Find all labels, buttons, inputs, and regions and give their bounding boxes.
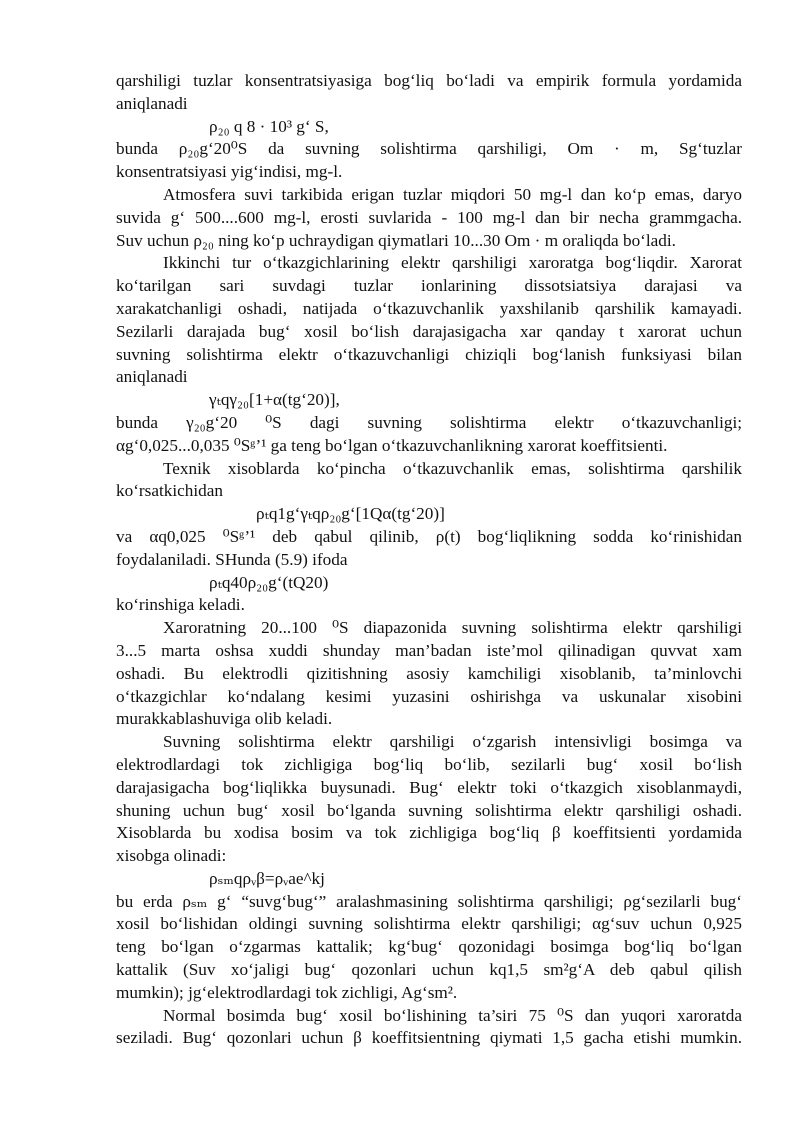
text-line: oshadi. Bu elektrodli qizitishning asosiy kamchiligi xisoblanib, ta’minlovchi: [116, 663, 742, 683]
text-line: bunda ρ₂₀g‘20⁰S da suvning solishtirma qarshiligi, Om · m, Sg‘tuzlar: [116, 139, 742, 159]
text-line: αg‘0,025...0,035 ⁰Sᵍ’¹ ga teng bo‘lgan o‘tkazuvchanlikning xarorat koeffitsienti.: [116, 435, 668, 455]
text-line: bu erda ρₛₘ g‘ “suvg‘bug‘” aralashmasining solishtirma qarshiligi; ρg‘sezilarli bug‘: [116, 891, 742, 911]
text-line: mumkin); jg‘elektrodlardagi tok zichligi, Ag‘sm².: [116, 982, 458, 1002]
text-line: darajasigacha bog‘liqlikka buysunadi. Bug‘ elektr toki o‘tkazgich xisoblanmaydi,: [116, 777, 742, 797]
text-line: Ikkinchi tur o‘tkazgichlarining elektr qarshiligi xaroratga bog‘liqdir. Xarorat: [163, 253, 742, 273]
text-line: Sezilarli darajada bug‘ xosil bo‘lish darajasigacha xar qanday t xarorat uchun: [116, 321, 742, 341]
text-line: konsentratsiyasi yig‘indisi, mg-l.: [116, 162, 343, 182]
text-line: γₜqγ₂₀[1+α(tg‘20)],: [209, 390, 340, 410]
text-line: Normal bosimda bug‘ xosil bo‘lishining ta’siri 75 ⁰S dan yuqori xaroratda: [163, 1005, 742, 1025]
text-line: Atmosfera suvi tarkibida erigan tuzlar miqdori 50 mg-l dan ko‘p emas, daryo: [163, 184, 742, 204]
text-line: kattalik (Suv xo‘jaligi bug‘ qozonlari uchun kq1,5 sm²g‘A deb qabul qilish: [116, 960, 742, 980]
text-line: va αq0,025 ⁰Sᵍ’¹ deb qabul qilinib, ρ(t) bog‘liqlikning sodda ko‘rinishidan: [116, 526, 742, 546]
text-line: murakkablashuviga olib keladi.: [116, 709, 333, 729]
text-line: Xisoblarda bu xodisa bosim va tok zichligiga bog‘liq β koeffitsienti yordamida: [116, 823, 742, 843]
text-line: xarakatchanligi oshadi, natijada o‘tkazuvchanlik yaxshilanib qarshilik kamayadi.: [116, 298, 742, 318]
text-line: aniqlanadi: [116, 93, 188, 113]
text-line: Texnik xisoblarda ko‘pincha o‘tkazuvchanlik emas, solishtirma qarshilik: [163, 458, 742, 478]
text-line: ko‘rinshiga keladi.: [116, 595, 245, 615]
text-line: seziladi. Bug‘ qozonlari uchun β koeffitsientning qiymati 1,5 gacha etishi mumkin.: [116, 1028, 742, 1048]
text-line: shuning uchun bug‘ xosil bo‘lganda suvning solishtirma elektr qarshiligi oshadi.: [116, 800, 742, 820]
text-line: ρₜq40ρ₂₀g‘(tQ20): [209, 572, 329, 592]
text-line: aniqlanadi: [116, 367, 188, 387]
text-line: xosil bo‘lishidan oldingi suvning solishtirma elektr qarshiligi; αg‘suv uchun 0,925: [116, 914, 742, 934]
text-line: Xaroratning 20...100 ⁰S diapazonida suvning solishtirma elektr qarshiligi: [163, 618, 742, 638]
text-line: bunda γ₂₀g‘20 ⁰S dagi suvning solishtirma elektr o‘tkazuvchanligi;: [116, 412, 742, 432]
text-line: Suv uchun ρ₂₀ ning ko‘p uchraydigan qiymatlari 10...30 Om · m oraliqda bo‘ladi.: [116, 230, 676, 250]
text-line: qarshiligi tuzlar konsentratsiyasiga bog‘liq bo‘ladi va empirik formula yordamida: [116, 71, 742, 90]
text-line: foydalaniladi. SHunda (5.9) ifoda: [116, 549, 348, 569]
text-line: suvning solishtirma elektr o‘tkazuvchanligi chiziqli bog‘lanish funksiyasi bilan: [116, 344, 742, 364]
text-line: ko‘tarilgan sari suvdagi tuzlar ionlarining dissotsiatsiya darajasi va: [116, 276, 742, 296]
text-line: ρₜq1g‘γₜqρ₂₀g‘[1Qα(tg‘20)]: [256, 504, 445, 524]
text-line: Suvning solishtirma elektr qarshiligi o‘zgarish intensivligi bosimga va: [163, 732, 742, 752]
text-line: xisobga olinadi:: [116, 846, 227, 866]
text-line: teng bo‘lgan o‘zgarmas kattalik; kg‘bug‘ qozonidagi bosimga bog‘liq bo‘lgan: [116, 937, 742, 957]
text-line: elektrodlardagi tok zichligiga bog‘liq bo‘lib, sezilarli bug‘ xosil bo‘lish: [116, 754, 742, 774]
text-line: 3...5 marta oshsa xuddi shunday man’badan iste’mol qilinadigan quvvat xam: [116, 640, 742, 660]
text-line: suvida g‘ 500....600 mg-l, erosti suvlarida - 100 mg-l dan bir necha grammgacha.: [116, 207, 742, 227]
text-line: ko‘rsatkichidan: [116, 481, 223, 501]
text-line: ρ₂₀ q 8 · 10³ g‘ S,: [209, 116, 329, 136]
text-line: ρₛₘqρᵥβ=ρᵥae^kj: [209, 868, 325, 888]
text-line: o‘tkazgichlar ko‘ndalang kesimi yuzasini oshirishga va uskunalar xisobini: [116, 686, 742, 706]
